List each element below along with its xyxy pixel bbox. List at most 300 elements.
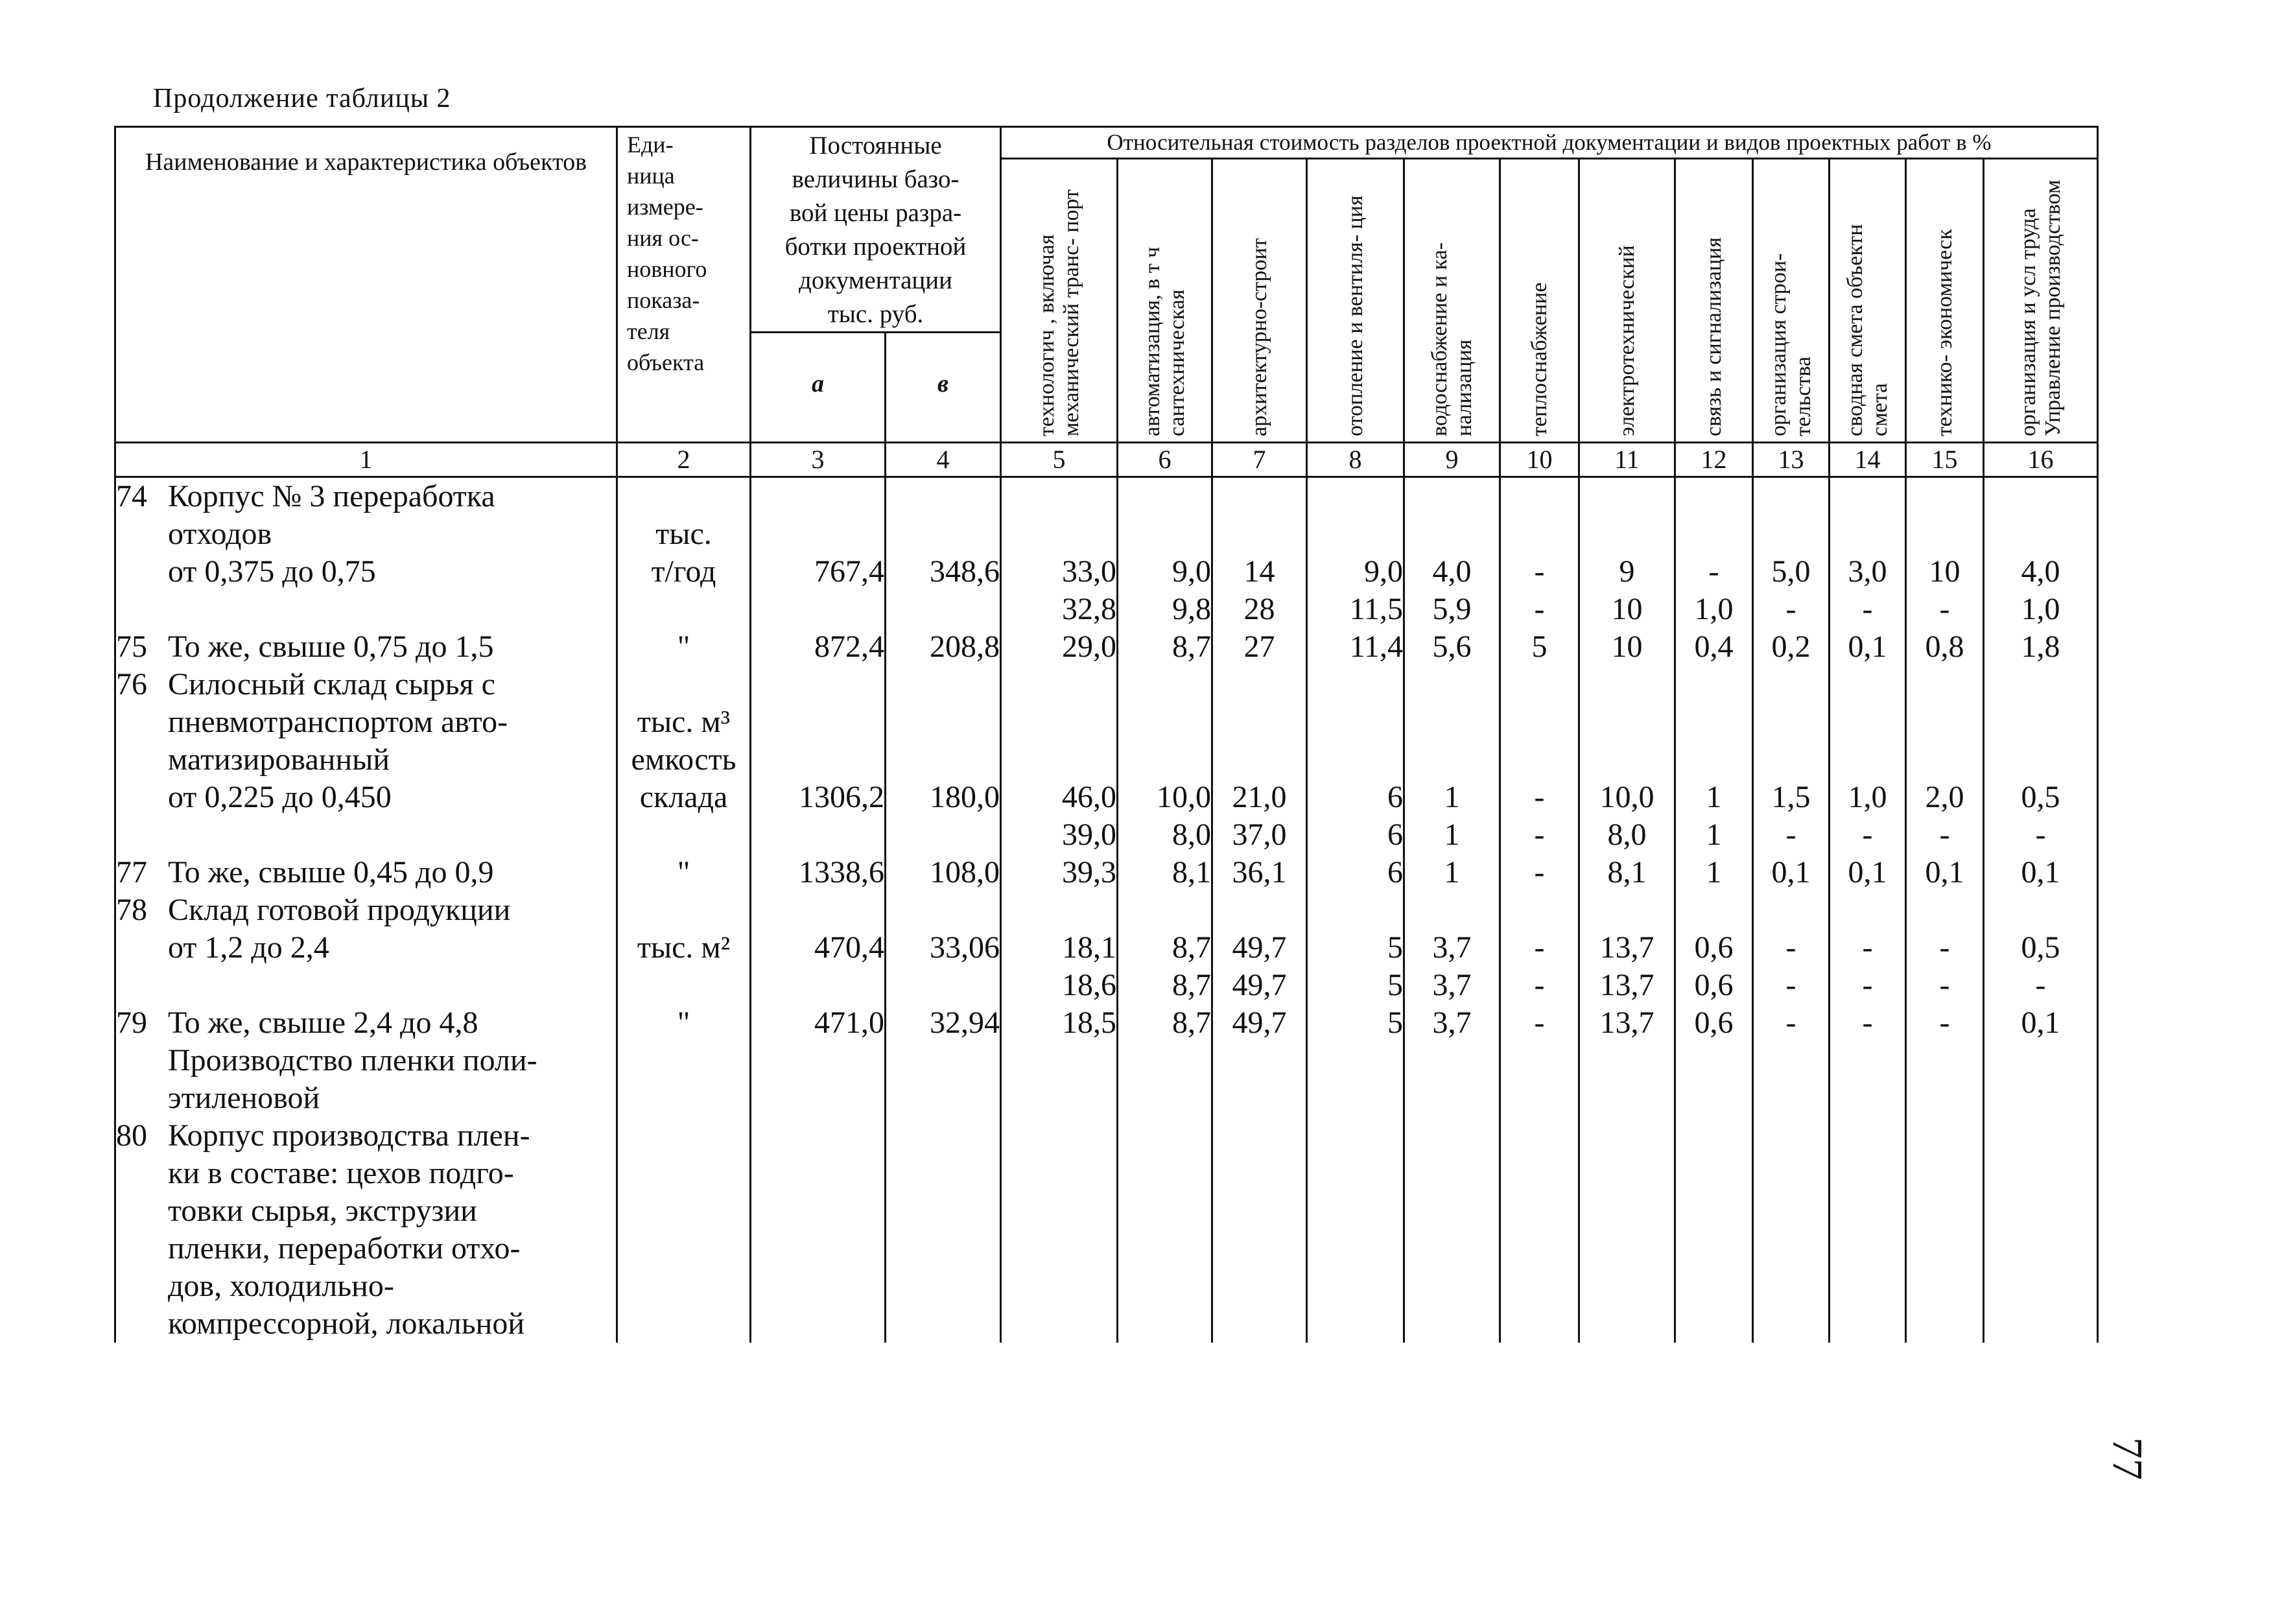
cell-value: 13,7 [1599,968,1654,1002]
cell-value [1754,741,1828,779]
object-name-cell [115,1004,617,1117]
cell-value: 2,0 [1925,780,1964,814]
relative-cell-10 [1500,628,1579,666]
relative-cell-13 [1753,1004,1830,1117]
cell-value [1984,515,2097,553]
object-name-line: То же, свыше 0,45 до 0,9 [168,855,494,889]
cell-value: 1,5 [1771,780,1811,814]
relative-cell-11 [1579,628,1675,666]
cell-value: 0,6 [1694,1006,1734,1040]
object-name-line: этиленовой [168,1081,320,1115]
header-unit-line: объекта [627,349,705,375]
cell-value: 18,6 [1062,968,1116,1002]
cell-value [1002,515,1116,553]
cell-value [1213,666,1306,703]
row-number [116,1267,168,1305]
relative-cell-5 [1001,628,1118,666]
cell-value: 21,0 [1232,780,1287,814]
page-number: 77 [2104,1437,2151,1480]
cell-value: 5 [1531,630,1548,664]
cell-value [1676,478,1752,515]
cell-value [1213,515,1306,553]
relative-cell-11 [1579,1004,1675,1117]
relative-cell-7 [1212,477,1307,629]
relative-cell-5 [1001,891,1118,1004]
relative-cell-8 [1307,477,1404,629]
relative-cell-10 [1500,854,1579,891]
relative-cell-9 [1404,1004,1500,1117]
object-name-line: ки в составе: цехов подго- [168,1156,514,1190]
header-unit-line: показа- [627,287,700,313]
relative-cell-12 [1675,666,1753,854]
header-unit-line: теля [627,318,670,344]
relative-cell-12 [1675,477,1753,629]
cell-value: 39,3 [1062,855,1116,889]
relative-cell-14 [1830,1117,1906,1343]
header-section-label: сводная смета объектн смета [1843,224,1892,436]
column-number: 7 [1212,443,1307,477]
cell-value [886,891,1000,929]
cell-value: 3,7 [1432,1006,1472,1040]
cell-value: 8,1 [1172,855,1211,889]
table-row [115,891,2098,1004]
cell-value: 1,0 [1694,592,1734,626]
cell-value [886,741,1000,779]
relative-cell-8 [1307,854,1404,891]
object-name-line: товки сырья, экструзии [168,1194,477,1228]
cell-value [1754,891,1828,929]
value-a-cell [751,854,886,891]
cell-value [1830,666,1905,703]
cell-value: 348,6 [930,554,1000,589]
cell-value: 27 [1243,630,1275,664]
relative-cell-16 [1984,1004,2098,1117]
cell-value [1501,666,1578,703]
column-number: 11 [1579,443,1675,477]
header-const-line: Постоянные [809,132,942,159]
header-section-label: организация строи- тельства [1766,253,1815,436]
header-section-15 [1906,159,1984,443]
cell-value: " [677,630,690,664]
cell-value: - [1862,930,1873,965]
relative-cell-7 [1212,854,1307,891]
value-a-cell [751,666,886,854]
relative-cell-14 [1830,854,1906,891]
cell-value: - [1785,968,1796,1002]
row-number: 75 [116,630,147,664]
relative-cell-14 [1830,666,1906,854]
header-unit-line: ница [627,163,675,189]
relative-cell-16 [1984,1117,2098,1343]
row-number [116,515,168,553]
cell-value: 14 [1243,554,1275,589]
relative-cell-14 [1830,1004,1906,1117]
cell-value: 0,1 [2021,1006,2060,1040]
cell-value: 10,0 [1599,780,1654,814]
cell-value [1830,478,1905,515]
relative-cell-11 [1579,891,1675,1004]
cell-value: 0,5 [2021,930,2060,965]
object-name-line: матизированный [168,742,390,777]
cell-value [1830,515,1905,553]
unit-cell [617,1004,751,1117]
relative-cell-7 [1212,1117,1307,1343]
header-section-label: теплоснабжение [1527,282,1551,436]
cell-value: 0,1 [2021,855,2060,889]
cell-value [1907,666,1983,703]
column-number: 10 [1500,443,1579,477]
column-number: 13 [1753,443,1830,477]
cell-value [1501,891,1578,929]
relative-cell-16 [1984,854,2098,891]
value-b-cell [886,666,1001,854]
header-const-line: тыс. руб. [827,300,924,328]
cell-value: 0,6 [1694,930,1734,965]
cell-value: 49,7 [1232,1006,1287,1040]
header-unit-line: измере- [627,194,703,220]
header-section-8 [1307,159,1404,443]
column-number: 16 [1984,443,2098,477]
relative-cell-9 [1404,666,1500,854]
relative-cell-12 [1675,628,1753,666]
cell-value [1676,666,1752,703]
header-unit-line: Еди- [627,132,674,158]
cell-value [1984,666,2097,703]
cell-value: 33,0 [1062,554,1116,589]
cell-value: - [1785,592,1796,626]
cell-value [1907,703,1983,741]
object-name-line: То же, свыше 0,75 до 1,5 [168,630,494,664]
cell-value: - [1862,968,1873,1002]
cell-value: 8,7 [1172,1006,1211,1040]
cell-value: - [1785,1006,1796,1040]
object-name-line: пленки, переработки отхо- [168,1231,521,1265]
relative-cell-6 [1118,477,1212,629]
relative-cell-5 [1001,477,1118,629]
cell-value: 11,5 [1349,592,1403,626]
value-a-cell [751,891,886,1004]
cell-value: 5 [1387,1006,1403,1040]
column-number: 8 [1307,443,1404,477]
cell-value [1002,891,1116,929]
cell-value: 49,7 [1232,968,1287,1002]
row-number [116,1079,168,1117]
header-section-label: организация и усл труда Управление производством [2016,180,2065,436]
relative-cell-8 [1307,666,1404,854]
object-name-line: Корпус № 3 переработка [168,479,495,513]
header-section-label: электротехнический [1614,245,1639,436]
table-row [115,666,2098,854]
cell-value: - [1534,818,1545,852]
table-row [115,477,2098,629]
relative-cell-13 [1753,666,1830,854]
cell-value [1501,741,1578,779]
cell-value: 1 [1444,780,1460,814]
cell-value: 0,5 [2021,780,2060,814]
row-number [116,1155,168,1192]
relative-cell-9 [1404,1117,1500,1343]
cell-value [1501,703,1578,741]
unit-cell [617,477,751,629]
column-number: 5 [1001,443,1118,477]
object-name-line: от 0,225 до 0,450 [168,780,392,814]
cell-value: 8,7 [1172,930,1211,965]
cell-value [1308,891,1403,929]
cell-value [1907,741,1983,779]
row-number: 78 [116,893,147,927]
header-const [751,127,1001,333]
cell-value [886,703,1000,741]
header-section-5 [1001,159,1118,443]
column-number: 9 [1404,443,1500,477]
unit-cell [617,854,751,891]
cell-value: 18,5 [1062,1006,1116,1040]
cell-value [1405,703,1499,741]
cell-value [886,666,1000,703]
header-const-line: вой цены разра- [789,199,962,227]
object-name-line: Склад готовой продукции [168,893,511,927]
header-section-9 [1404,159,1500,443]
unit-cell [617,628,751,666]
cell-value: 4,0 [2021,554,2060,589]
relative-cell-9 [1404,891,1500,1004]
relative-cell-16 [1984,666,2098,854]
relative-cell-16 [1984,477,2098,629]
cell-value: - [2035,818,2046,852]
row-number [116,1305,168,1343]
relative-cell-14 [1830,477,1906,629]
cell-value [1754,703,1828,741]
row-number: 79 [116,1006,147,1040]
cell-value [1405,478,1499,515]
cell-value: - [1862,592,1873,626]
cell-value: 1,0 [1848,780,1887,814]
relative-cell-12 [1675,891,1753,1004]
object-name-line: от 0,375 до 0,75 [168,554,376,589]
cell-value [1118,515,1211,553]
value-b-cell [886,1117,1001,1343]
cell-value [751,741,884,779]
column-number: 15 [1906,443,1984,477]
cell-value [1002,666,1116,703]
cell-value [886,515,1000,553]
header-section-label: автоматизация, в т ч сантехническая [1140,246,1189,436]
object-name-cell [115,891,617,1004]
cell-value: 6 [1387,818,1403,852]
relative-cell-15 [1906,891,1984,1004]
relative-cell-7 [1212,1004,1307,1117]
cell-value [1002,478,1116,515]
cell-value [1580,515,1674,553]
cell-value [1580,891,1674,929]
relative-cell-12 [1675,1117,1753,1343]
cell-value [1580,741,1674,779]
relative-cell-11 [1579,477,1675,629]
header-section-7 [1212,159,1307,443]
cell-value [1118,666,1211,703]
cell-value [1213,703,1306,741]
table-caption: Продолжение таблицы 2 [153,84,451,113]
relative-cell-5 [1001,1004,1118,1117]
cell-value: 6 [1387,855,1403,889]
cell-value: - [1534,1006,1545,1040]
relative-cell-11 [1579,854,1675,891]
cell-value [1830,891,1905,929]
relative-cell-14 [1830,628,1906,666]
cell-value: - [1708,554,1719,589]
relative-cell-6 [1118,891,1212,1004]
cell-value [1501,478,1578,515]
relative-cell-5 [1001,666,1118,854]
cell-value: 29,0 [1062,630,1116,664]
relative-cell-16 [1984,628,2098,666]
column-number: 1 [115,443,617,477]
object-name-line: То же, свыше 2,4 до 4,8 [168,1006,478,1040]
object-name-line: компрессорной, локальной [168,1306,525,1341]
header-sub-a: а [751,333,886,443]
cell-value: 4,0 [1432,554,1472,589]
cell-value: - [1534,855,1545,889]
cell-value: 0,2 [1771,630,1811,664]
cell-value: 5,6 [1432,630,1472,664]
relative-cell-15 [1906,666,1984,854]
cell-value [1754,666,1828,703]
header-section-label: водоснабжение и ка- нализация [1427,242,1476,436]
cell-value: 9,0 [1364,554,1403,589]
cell-value: 11,4 [1349,630,1403,664]
cell-value [1907,478,1983,515]
value-b-cell [886,628,1001,666]
relative-cell-8 [1307,1004,1404,1117]
cell-value: 6 [1387,780,1403,814]
cell-value: - [1862,818,1873,852]
header-section-13 [1753,159,1830,443]
relative-cell-13 [1753,891,1830,1004]
relative-cell-10 [1500,666,1579,854]
object-name-line: Силосный склад сырья с [168,667,495,701]
row-number [116,741,168,779]
cell-value: 39,0 [1062,818,1116,852]
cell-value [1754,478,1828,515]
relative-cell-6 [1118,1004,1212,1117]
cell-value [1676,515,1752,553]
row-number [116,703,168,741]
relative-cell-9 [1404,628,1500,666]
relative-cell-13 [1753,1117,1830,1343]
cell-value: тыс. м² [637,930,731,965]
cell-value: 5,0 [1771,554,1811,589]
header-unit-line: новного [627,256,707,282]
cell-value [751,666,884,703]
relative-cell-13 [1753,477,1830,629]
unit-cell [617,666,751,854]
relative-cell-5 [1001,1117,1118,1343]
cell-value: 36,1 [1232,855,1287,889]
column-number: 2 [617,443,751,477]
cell-value: 0,4 [1694,630,1734,664]
cell-value: 9 [1619,554,1635,589]
cell-value: 1 [1444,818,1460,852]
cell-value: - [1939,818,1950,852]
unit-cell [617,1117,751,1343]
cell-value: - [1785,930,1796,965]
cell-value [1213,478,1306,515]
relative-cell-14 [1830,891,1906,1004]
cell-value: - [1534,968,1545,1002]
relative-cell-11 [1579,1117,1675,1343]
relative-cell-8 [1307,1117,1404,1343]
cell-value [1118,741,1211,779]
cell-value: 5 [1387,968,1403,1002]
cell-value [886,478,1000,515]
header-section-label: отопление и вентиля- ция [1343,195,1367,436]
value-b-cell [886,854,1001,891]
header-sub-b: в [886,333,1001,443]
column-number: 4 [886,443,1001,477]
relative-cell-10 [1500,891,1579,1004]
cell-value: 32,8 [1062,592,1116,626]
cell-value: 18,1 [1062,930,1116,965]
cell-value: 37,0 [1232,818,1287,852]
object-name-line: Корпус производства плен- [168,1118,530,1153]
value-b-cell [886,891,1001,1004]
row-number: 80 [116,1118,147,1153]
cell-value [1676,891,1752,929]
cell-value: - [1939,1006,1950,1040]
cell-value: - [1534,554,1545,589]
cell-value: 0,1 [1925,855,1964,889]
column-number: 6 [1118,443,1212,477]
value-a-cell [751,477,886,629]
header-section-10 [1500,159,1579,443]
cell-value [1580,478,1674,515]
cell-value [1213,741,1306,779]
cell-value: 1 [1444,855,1460,889]
cell-value: 3,0 [1848,554,1887,589]
cell-value [1002,741,1116,779]
cell-value: - [2035,968,2046,1002]
cell-value: 3,7 [1432,930,1472,965]
relative-cell-15 [1906,1004,1984,1117]
cell-value [1984,891,2097,929]
header-section-16 [1984,159,2098,443]
cell-value: - [1534,930,1545,965]
cell-value [751,478,884,515]
relative-cell-12 [1675,1004,1753,1117]
header-section-label: технологич , включая механический транс- порт [1034,189,1083,436]
cell-value [1754,515,1828,553]
cell-value: 108,0 [930,855,1000,889]
relative-cell-15 [1906,1117,1984,1343]
relative-cell-8 [1307,628,1404,666]
cell-value: 32,94 [930,1006,1000,1040]
cell-value: 0,1 [1848,855,1887,889]
header-section-6 [1118,159,1212,443]
relative-cell-15 [1906,477,1984,629]
cell-value: 0,1 [1771,855,1811,889]
relative-cell-6 [1118,628,1212,666]
relative-cell-15 [1906,628,1984,666]
cell-value [618,891,749,929]
cell-value: 1,8 [2021,630,2060,664]
data-table [114,126,2099,1343]
cell-value [1830,703,1905,741]
cell-value: т/год [651,554,716,589]
cell-value [1308,478,1403,515]
object-name-line: пневмотранспортом авто- [168,705,508,739]
relative-cell-15 [1906,854,1984,891]
cell-value [1984,703,2097,741]
